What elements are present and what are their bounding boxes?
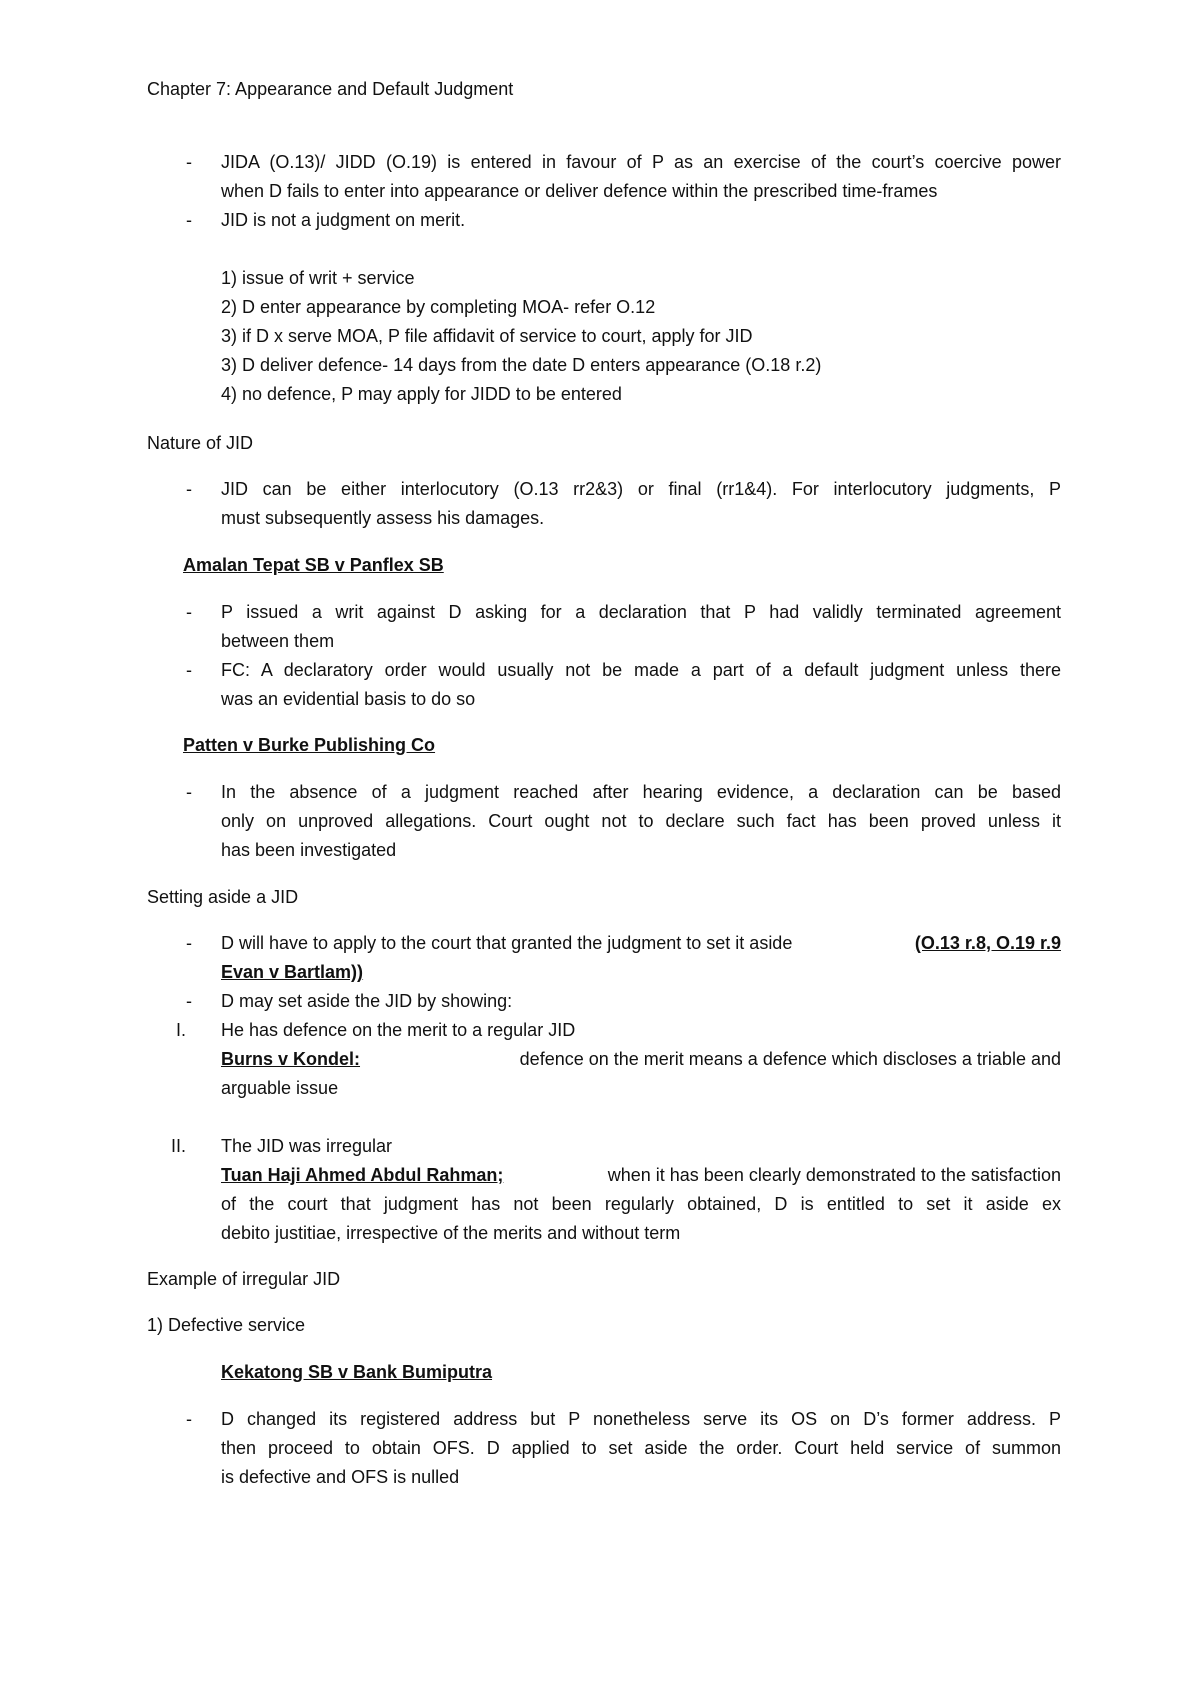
amalan-bullet-2-line-1: FC: A declaratory order would usually not be made a part of a default judgment unless there [221, 660, 1061, 680]
case-tuan-haji-ahmed: Tuan Haji Ahmed Abdul Rahman; [221, 1165, 504, 1185]
section-heading-nature: Nature of JID [147, 433, 254, 453]
amalan-bullet-1-line-1: P issued a writ against D asking for a declaration that P had validly terminated agreement [221, 602, 1061, 622]
step-4: 4) no defence, P may apply for JIDD to be entered [221, 384, 622, 404]
setting-bullet-1-line-1 [221, 931, 1061, 955]
example-bullet-line-2: then proceed to obtain OFS. D applied to set aside the order. Court held service of summon [221, 1438, 1061, 1458]
bullet-dash: - [186, 782, 192, 802]
bullet-dash: - [186, 933, 192, 953]
reason-2-line-2 [221, 1163, 1061, 1187]
setting-bullet-2: D may set aside the JID by showing: [221, 991, 513, 1011]
example-bullet-line-3: is defective and OFS is nulled [221, 1467, 460, 1487]
bullet-dash: - [186, 210, 192, 230]
reason-2-line-3: of the court that judgment has not been regularly obtained, D is entitled to set it aside ex [221, 1194, 1061, 1214]
setting-bullet-1-line-2: Evan v Bartlam)) [221, 962, 364, 982]
case-heading-kekatong: Kekatong SB v Bank Bumiputra [221, 1362, 493, 1382]
step-3: 3) if D x serve MOA, P file affidavit of service to court, apply for JID [221, 326, 753, 346]
section-heading-example: Example of irregular JID [147, 1269, 341, 1289]
bullet-dash: - [186, 991, 192, 1011]
case-burns-v-kondel: Burns v Kondel: [221, 1049, 361, 1069]
setting-bullet-1-text: D will have to apply to the court that granted the judgment to set it aside [221, 933, 793, 953]
setting-bullet-1-reference: (O.13 r.8, O.19 r.9 [914, 933, 1061, 953]
nature-bullet-line-1: JID can be either interlocutory (O.13 rr2&3) or final (rr1&4). For interlocutory judgments, P [221, 479, 1061, 499]
patten-bullet-line-1: In the absence of a judgment reached after hearing evidence, a declaration can be based [221, 782, 1061, 802]
reason-1-line-3: arguable issue [221, 1078, 339, 1098]
patten-bullet-line-3: has been investigated [221, 840, 397, 860]
intro-bullet-1-line-1: JIDA (O.13)/ JIDD (O.19) is entered in favour of P as an exercise of the court’s coercive power [221, 152, 1061, 172]
amalan-bullet-1-line-2: between them [221, 631, 335, 651]
reason-1-explanation: defence on the merit means a defence which discloses a triable and [519, 1049, 1061, 1069]
bullet-dash: - [186, 602, 192, 622]
example-subheading: 1) Defective service [147, 1315, 306, 1335]
example-bullet-line-1: D changed its registered address but P nonetheless serve its OS on D’s former address. P [221, 1409, 1061, 1429]
intro-bullet-2: JID is not a judgment on merit. [221, 210, 466, 230]
reason-2-explanation: when it has been clearly demonstrated to the satisfaction [607, 1165, 1061, 1185]
reason-2-text: The JID was irregular [221, 1136, 393, 1156]
step-1: 1) issue of writ + service [221, 268, 415, 288]
bullet-dash: - [186, 660, 192, 680]
roman-numeral-2: II. [171, 1136, 187, 1156]
roman-numeral-1: I. [176, 1020, 187, 1040]
case-heading-patten: Patten v Burke Publishing Co [183, 735, 436, 755]
bullet-dash: - [186, 479, 192, 499]
nature-bullet-line-2: must subsequently assess his damages. [221, 508, 545, 528]
amalan-bullet-2-line-2: was an evidential basis to do so [221, 689, 476, 709]
case-heading-amalan: Amalan Tepat SB v Panflex SB [183, 555, 444, 575]
bullet-dash: - [186, 1409, 192, 1429]
section-heading-setting-aside: Setting aside a JID [147, 887, 299, 907]
reason-1-line-2 [221, 1047, 1061, 1071]
patten-bullet-line-2: only on unproved allegations. Court ought not to declare such fact has been proved unless it [221, 811, 1061, 831]
reason-1-text: He has defence on the merit to a regular JID [221, 1020, 576, 1040]
step-2: 2) D enter appearance by completing MOA- refer O.12 [221, 297, 656, 317]
bullet-dash: - [186, 152, 192, 172]
intro-bullet-1-line-2: when D fails to enter into appearance or deliver defence within the prescribed time-frames [221, 181, 938, 201]
step-3b: 3) D deliver defence- 14 days from the date D enters appearance (O.18 r.2) [221, 355, 822, 375]
page-title: Chapter 7: Appearance and Default Judgment [147, 79, 514, 99]
reason-2-line-4: debito justitiae, irrespective of the merits and without term [221, 1223, 681, 1243]
